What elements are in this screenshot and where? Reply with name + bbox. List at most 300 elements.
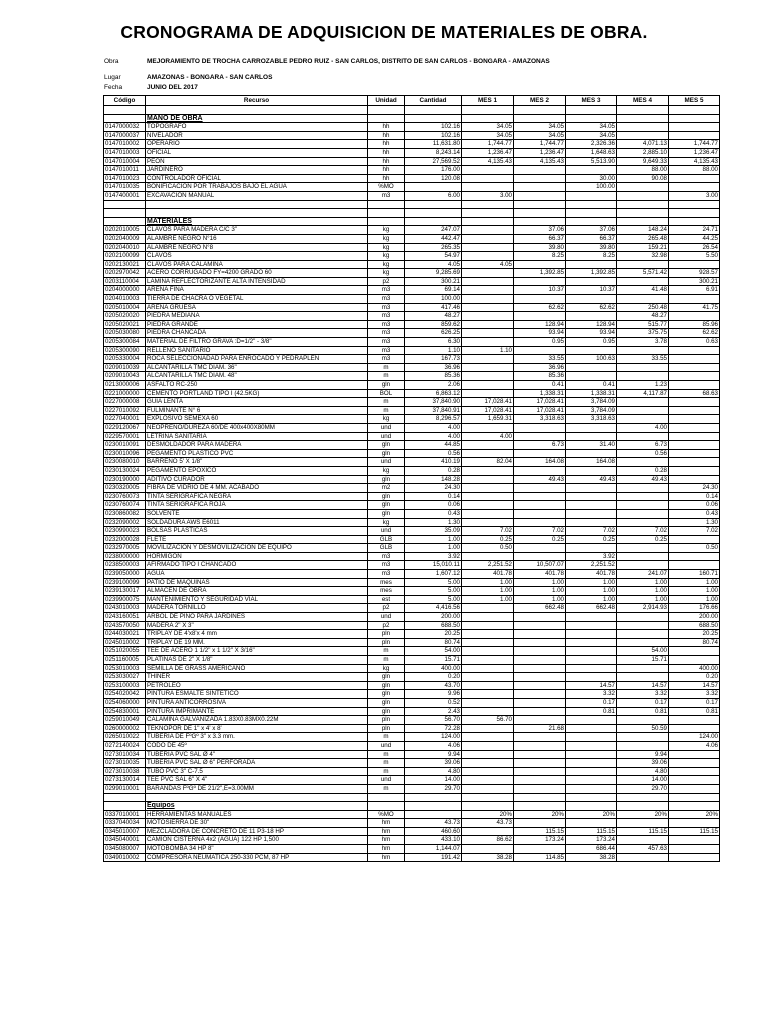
month-2-value: 128.94 [514, 320, 566, 329]
month-3-value [566, 346, 617, 355]
month-2-value [514, 295, 566, 304]
month-5-value: 4,135.43 [669, 157, 720, 166]
resource-code: 0227000008 [104, 398, 146, 407]
resource-quantity: 2.06 [405, 381, 462, 390]
resource-quantity: 102.16 [405, 131, 462, 140]
resource-name: PLATINAS DE 2" X 1/8" [146, 656, 368, 665]
resource-unit: p2 [368, 621, 405, 630]
resource-row [104, 329, 720, 338]
month-2-value: 1,338.31 [514, 389, 566, 398]
month-1-value [462, 690, 514, 699]
month-4-value [617, 552, 669, 561]
month-4-value: 457.63 [617, 845, 669, 854]
resource-code: 0272140024 [104, 741, 146, 750]
resource-unit: m3 [368, 570, 405, 579]
resource-quantity: 6,863.12 [405, 389, 462, 398]
month-1-value [462, 501, 514, 510]
empty-cell [368, 217, 405, 226]
month-2-value: 1.00 [514, 595, 566, 604]
empty-cell [405, 217, 462, 226]
month-2-value: 93.94 [514, 329, 566, 338]
resource-quantity: 6.00 [405, 191, 462, 200]
resource-name: OPERARIO [146, 140, 368, 149]
month-5-value [669, 432, 720, 441]
resource-quantity: 72.28 [405, 724, 462, 733]
resource-name: LETRINA SANITARIA [146, 432, 368, 441]
resource-row [104, 312, 720, 321]
month-5-value: 0.20 [669, 673, 720, 682]
month-5-value: 0.14 [669, 492, 720, 501]
month-4-value: 9.94 [617, 750, 669, 759]
month-5-value: 0.63 [669, 338, 720, 347]
month-1-value [462, 423, 514, 432]
resource-row [104, 466, 720, 475]
resource-name: ALAMBRE NEGRO N°16 [146, 234, 368, 243]
resource-unit: gln [368, 509, 405, 518]
month-3-value: 0.25 [566, 535, 617, 544]
resource-code: 0147010035 [104, 183, 146, 192]
month-4-value: 2,885.10 [617, 148, 669, 157]
month-2-value [514, 784, 566, 793]
resource-unit: gln [368, 690, 405, 699]
month-5-value: 24.71 [669, 226, 720, 235]
month-5-value [669, 363, 720, 372]
resource-code: 0227040001 [104, 415, 146, 424]
resource-name: TIERRA DE CHACRA O VEGETAL [146, 295, 368, 304]
resource-row [104, 613, 720, 622]
empty-cell [368, 106, 405, 115]
resource-quantity: 148.28 [405, 475, 462, 484]
month-3-value: 3.32 [566, 690, 617, 699]
month-5-value: 14.57 [669, 681, 720, 690]
resource-row [104, 423, 720, 432]
month-1-value [462, 243, 514, 252]
month-3-value: 3,318.63 [566, 415, 617, 424]
resource-row [104, 527, 720, 536]
month-4-value: 54.00 [617, 647, 669, 656]
month-2-value: 8.25 [514, 252, 566, 261]
month-4-value: 50.59 [617, 724, 669, 733]
empty-cell [104, 802, 146, 811]
resource-name: TUBO PVC 3" C-7.5 [146, 767, 368, 776]
month-1-value: 4.05 [462, 260, 514, 269]
month-1-value [462, 664, 514, 673]
resource-row [104, 518, 720, 527]
spacer-row [104, 209, 720, 218]
resource-quantity: 5.00 [405, 587, 462, 596]
resource-unit: pln [368, 638, 405, 647]
month-2-value: 34.05 [514, 131, 566, 140]
month-1-value [462, 604, 514, 613]
empty-cell [368, 200, 405, 209]
month-2-value [514, 501, 566, 510]
resource-quantity: 859.62 [405, 320, 462, 329]
month-1-value [462, 741, 514, 750]
month-1-value [462, 183, 514, 192]
month-3-value: 2,326.36 [566, 140, 617, 149]
month-3-value: 7.02 [566, 527, 617, 536]
month-1-value: 2,251.52 [462, 561, 514, 570]
month-4-value: 0.25 [617, 535, 669, 544]
resource-code: 0253010003 [104, 664, 146, 673]
month-1-value [462, 767, 514, 776]
month-3-value [566, 432, 617, 441]
month-2-value [514, 664, 566, 673]
month-3-value: 20% [566, 810, 617, 819]
month-5-value [669, 767, 720, 776]
resource-name: ARBOL DE PINO PARA JARDINES [146, 613, 368, 622]
empty-cell [368, 209, 405, 218]
empty-cell [104, 106, 146, 115]
month-5-value [669, 398, 720, 407]
resource-row [104, 415, 720, 424]
resource-quantity: 0.06 [405, 501, 462, 510]
header-recurso: Recurso [146, 96, 368, 106]
resource-quantity: 124.00 [405, 733, 462, 742]
resource-name: CONTROLADOR OFICIAL [146, 174, 368, 183]
month-4-value: 241.07 [617, 570, 669, 579]
month-4-value [617, 501, 669, 510]
resource-unit: p2 [368, 277, 405, 286]
header-mes-2: MES 2 [514, 96, 566, 106]
month-1-value: 4,135.43 [462, 157, 514, 166]
resource-code: 0265010022 [104, 733, 146, 742]
resource-row [104, 535, 720, 544]
month-4-value: 4,117.87 [617, 389, 669, 398]
empty-cell [617, 106, 669, 115]
resource-unit: p2 [368, 604, 405, 613]
resource-row [104, 836, 720, 845]
month-3-value [566, 784, 617, 793]
resource-row [104, 853, 720, 862]
month-2-value [514, 750, 566, 759]
resource-name: TINTA SERIGRAFICA ROJA [146, 501, 368, 510]
month-4-value [617, 819, 669, 828]
month-5-value [669, 183, 720, 192]
empty-cell [566, 106, 617, 115]
resource-unit: kg [368, 234, 405, 243]
info-value: AMAZONAS - BONGARA - SAN CARLOS [147, 74, 273, 81]
resource-name: ARENA FINA [146, 286, 368, 295]
month-4-value: 49.43 [617, 475, 669, 484]
resource-unit: m3 [368, 303, 405, 312]
resource-row [104, 621, 720, 630]
resource-name: MOVILIZACION Y DESMOVILIZACION DE EQUIPO [146, 544, 368, 553]
resource-quantity: 27,569.52 [405, 157, 462, 166]
empty-cell [617, 217, 669, 226]
month-2-value: 6.73 [514, 441, 566, 450]
resource-unit: hh [368, 166, 405, 175]
resource-quantity: 9.96 [405, 690, 462, 699]
resource-name: LAMINA REFLECTORIZANTE ALTA INTENSIDAD [146, 277, 368, 286]
month-3-value: 30.00 [566, 174, 617, 183]
resource-unit: kg [368, 269, 405, 278]
month-4-value: 48.27 [617, 312, 669, 321]
month-3-value [566, 741, 617, 750]
month-2-value: 62.62 [514, 303, 566, 312]
month-5-value: 0.06 [669, 501, 720, 510]
month-3-value [566, 312, 617, 321]
month-3-value: 5,513.90 [566, 157, 617, 166]
resource-code: 0202130021 [104, 260, 146, 269]
month-4-value [617, 836, 669, 845]
month-3-value: 1.00 [566, 587, 617, 596]
month-1-value [462, 681, 514, 690]
resource-name: CODO DE 45º [146, 741, 368, 750]
month-2-value [514, 484, 566, 493]
month-2-value [514, 346, 566, 355]
month-2-value [514, 707, 566, 716]
resource-unit: pln [368, 716, 405, 725]
resource-quantity: 36.96 [405, 363, 462, 372]
resource-unit: gln [368, 681, 405, 690]
resource-unit: gln [368, 698, 405, 707]
empty-cell [462, 217, 514, 226]
month-1-value: 86.62 [462, 836, 514, 845]
month-5-value [669, 535, 720, 544]
month-5-value: 115.15 [669, 827, 720, 836]
resource-unit: kg [368, 415, 405, 424]
resource-quantity: 37,840.90 [405, 398, 462, 407]
resource-code: 0230010091 [104, 441, 146, 450]
empty-cell [104, 200, 146, 209]
resource-quantity: 4.05 [405, 260, 462, 269]
month-4-value: 2,914.93 [617, 604, 669, 613]
resource-row [104, 698, 720, 707]
resource-unit: mes [368, 587, 405, 596]
month-5-value [669, 441, 720, 450]
month-5-value: 1,236.47 [669, 148, 720, 157]
month-2-value [514, 759, 566, 768]
resource-name: SOLDADURA AWS E6011 [146, 518, 368, 527]
month-4-value: 41.48 [617, 286, 669, 295]
resource-row [104, 252, 720, 261]
header-codigo: Código [104, 96, 146, 106]
resource-code: 0232090002 [104, 518, 146, 527]
resource-name: PIEDRA MEDIANA [146, 312, 368, 321]
month-1-value [462, 733, 514, 742]
resource-name: AFIRMADO TIPO I CHANCADO [146, 561, 368, 570]
month-3-value [566, 750, 617, 759]
resource-quantity: 0.56 [405, 449, 462, 458]
month-1-value: 1,236.47 [462, 148, 514, 157]
month-4-value [617, 664, 669, 673]
resource-row [104, 372, 720, 381]
month-1-value [462, 338, 514, 347]
section-header-row [104, 217, 720, 226]
document-title: CRONOGRAMA DE ADQUISICION DE MATERIALES DE OBRA. [120, 22, 648, 42]
resource-code: 0202100099 [104, 252, 146, 261]
month-4-value [617, 733, 669, 742]
resource-code: 0253030027 [104, 673, 146, 682]
month-1-value: 82.04 [462, 458, 514, 467]
month-5-value: 68.63 [669, 389, 720, 398]
empty-cell [405, 200, 462, 209]
resource-name: BARRENO 5' X 1/8" [146, 458, 368, 467]
resource-name: ALCANTARILLA TMC DIAM. 48" [146, 372, 368, 381]
month-1-value [462, 475, 514, 484]
month-2-value [514, 492, 566, 501]
month-1-value: 20% [462, 810, 514, 819]
month-5-value: 124.00 [669, 733, 720, 742]
resource-name: CLAVOS PARA CALAMINA [146, 260, 368, 269]
month-1-value [462, 449, 514, 458]
resource-code: 0203110004 [104, 277, 146, 286]
resource-unit: hh [368, 140, 405, 149]
month-5-value: 0.81 [669, 707, 720, 716]
month-5-value [669, 295, 720, 304]
month-4-value [617, 406, 669, 415]
month-1-value [462, 673, 514, 682]
resource-row [104, 157, 720, 166]
month-5-value [669, 131, 720, 140]
resource-code: 0345080007 [104, 845, 146, 854]
month-1-value: 1.00 [462, 587, 514, 596]
month-3-value: 100.63 [566, 355, 617, 364]
header-mes-3: MES 3 [566, 96, 617, 106]
resource-name: PIEDRA CHANCADA [146, 329, 368, 338]
month-1-value [462, 750, 514, 759]
resource-quantity: 400.00 [405, 664, 462, 673]
month-3-value: 38.28 [566, 853, 617, 862]
resource-code: 0251020055 [104, 647, 146, 656]
resource-code: 0254020042 [104, 690, 146, 699]
resource-code: 0205010004 [104, 303, 146, 312]
month-2-value [514, 776, 566, 785]
month-4-value [617, 260, 669, 269]
resource-code: 0230190000 [104, 475, 146, 484]
month-2-value: 7.02 [514, 527, 566, 536]
month-3-value [566, 484, 617, 493]
resource-unit: m3 [368, 329, 405, 338]
empty-cell [669, 106, 720, 115]
month-5-value [669, 466, 720, 475]
month-3-value: 49.43 [566, 475, 617, 484]
month-2-value: 401.78 [514, 570, 566, 579]
month-1-value: 7.02 [462, 527, 514, 536]
month-2-value: 37.06 [514, 226, 566, 235]
month-4-value [617, 673, 669, 682]
resource-name: CAMION CISTERNA 4x2 (AGUA) 122 HP 1,500 [146, 836, 368, 845]
resource-unit: gln [368, 449, 405, 458]
month-4-value: 0.28 [617, 466, 669, 475]
resource-name: TINTA SERIGRAFICA NEGRA [146, 492, 368, 501]
resource-quantity: 2.43 [405, 707, 462, 716]
empty-cell [566, 802, 617, 811]
month-4-value [617, 363, 669, 372]
empty-cell [146, 106, 368, 115]
month-4-value [617, 638, 669, 647]
month-2-value: 173.24 [514, 836, 566, 845]
resource-quantity: 5.00 [405, 595, 462, 604]
month-4-value: 159.21 [617, 243, 669, 252]
month-3-value: 34.05 [566, 131, 617, 140]
resource-row [104, 355, 720, 364]
month-2-value: 0.41 [514, 381, 566, 390]
resource-code: 0205020021 [104, 320, 146, 329]
resource-code: 0204000000 [104, 286, 146, 295]
resource-unit: kg [368, 664, 405, 673]
resource-name: DESMOLDADOR PARA MADERA [146, 441, 368, 450]
month-3-value [566, 673, 617, 682]
month-1-value [462, 381, 514, 390]
month-4-value [617, 295, 669, 304]
month-1-value [462, 724, 514, 733]
resource-name: MADERA TORNILLO [146, 604, 368, 613]
month-3-value [566, 509, 617, 518]
empty-cell [146, 793, 368, 802]
resource-code: 0243010003 [104, 604, 146, 613]
empty-cell [405, 114, 462, 123]
month-2-value: 39.80 [514, 243, 566, 252]
month-2-value: 3,318.63 [514, 415, 566, 424]
resource-row [104, 234, 720, 243]
empty-cell [405, 106, 462, 115]
month-1-value [462, 372, 514, 381]
resource-quantity: 56.70 [405, 716, 462, 725]
month-4-value [617, 518, 669, 527]
resource-unit: pln [368, 630, 405, 639]
month-5-value: 200.00 [669, 613, 720, 622]
month-4-value [617, 191, 669, 200]
resource-unit: m [368, 647, 405, 656]
resource-code: 0229570001 [104, 432, 146, 441]
resource-row [104, 630, 720, 639]
resource-code: 0230010096 [104, 449, 146, 458]
month-4-value: 5,571.42 [617, 269, 669, 278]
resource-quantity: 43.73 [405, 819, 462, 828]
month-3-value: 62.62 [566, 303, 617, 312]
resource-row [104, 561, 720, 570]
resource-unit: GLB [368, 535, 405, 544]
resource-unit: gln [368, 501, 405, 510]
resource-code: 0147010002 [104, 140, 146, 149]
resource-unit: est [368, 595, 405, 604]
empty-cell [514, 793, 566, 802]
month-4-value: 0.81 [617, 707, 669, 716]
resource-row [104, 767, 720, 776]
resource-unit: m3 [368, 338, 405, 347]
resource-name: CEMENTO PORTLAND TIPO I (42.5KG) [146, 389, 368, 398]
resource-quantity: 442.47 [405, 234, 462, 243]
month-5-value [669, 656, 720, 665]
month-1-value: 3.00 [462, 191, 514, 200]
month-2-value [514, 638, 566, 647]
month-4-value: 375.75 [617, 329, 669, 338]
month-4-value: 1.23 [617, 381, 669, 390]
resource-code: 0273010034 [104, 750, 146, 759]
month-5-value [669, 776, 720, 785]
resource-unit: kg [368, 243, 405, 252]
resource-unit: m [368, 733, 405, 742]
resource-quantity: 11,631.80 [405, 140, 462, 149]
resource-quantity: 1,607.12 [405, 570, 462, 579]
resource-unit: gln [368, 441, 405, 450]
resource-unit: gln [368, 673, 405, 682]
month-4-value [617, 123, 669, 132]
resource-unit: gln [368, 492, 405, 501]
info-label: Fecha [104, 84, 123, 91]
month-5-value: 1,744.77 [669, 140, 720, 149]
month-4-value: 1.00 [617, 587, 669, 596]
month-4-value: 14.00 [617, 776, 669, 785]
resource-quantity: 4.80 [405, 767, 462, 776]
resource-code: 0147010003 [104, 148, 146, 157]
resource-quantity: 102.16 [405, 123, 462, 132]
resource-name: ALMACEN DE OBRA [146, 587, 368, 596]
resource-unit: m [368, 406, 405, 415]
empty-cell [617, 793, 669, 802]
